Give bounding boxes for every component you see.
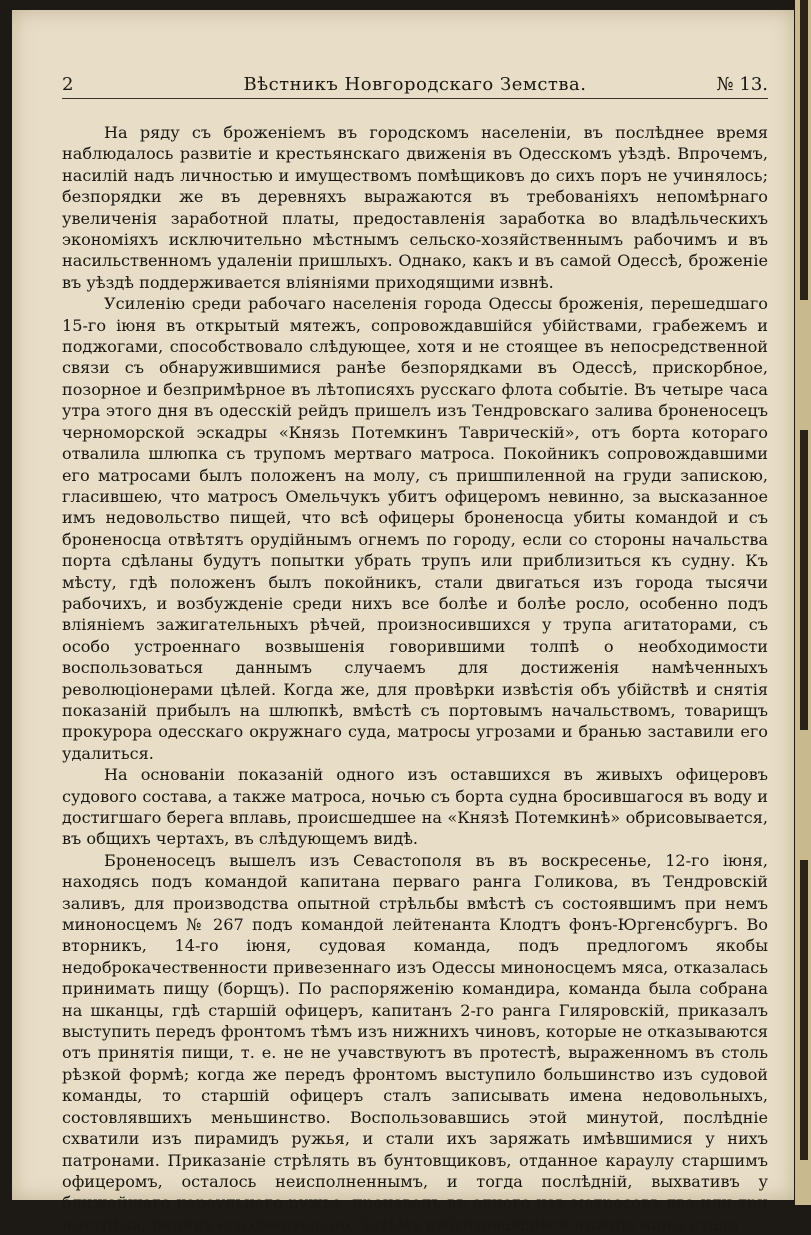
- binding-stripe: [800, 430, 808, 730]
- paragraph: На ряду съ броженіемъ въ городскомъ населеніи, въ послѣднее время наблюдалось развитіе и крестьянскаго движенія въ Одесскомъ уѣздѣ. Впрочемъ, насилій надъ личностью и имуществомъ помѣщиковъ до сихъ поръ не учинялось; безпорядки же въ деревняхъ выражаются въ требованіяхъ непомѣрнаго увеличенія заработной платы, предоставленія заработка во владѣльческихъ экономіяхъ исключительно мѣстнымъ сельско-хозяйственнымъ рабочимъ и въ насильственномъ удаленіи пришлыхъ. Однако, какъ и въ самой Одессѣ, броженіе въ уѣздѣ поддерживается вліяніями приходящими извнѣ.: [62, 123, 768, 292]
- running-header: [62, 68, 768, 99]
- paragraph: Усиленію среди рабочаго населенія города Одессы броженія, перешедшаго 15-го іюня въ открытый мятежъ, сопровождавшійся убійствами, грабежемъ и поджогами, способствовало слѣдующее, хотя и не стоящее въ непосредственной связи съ обнаружившимися ранѣе безпорядками въ Одессѣ, прискорбное, позорное и безпримѣрное въ лѣтописяхъ русскаго флота событіе. Въ четыре часа утра этого дня въ одесскій рейдъ пришелъ изъ Тендровскаго залива броненосецъ черноморской эскадры «Князь Потемкинъ Таврическій», отъ борта котораго отвалила шлюпка съ трупомъ мертваго матроса. Покойникъ сопровождавшими его матросами былъ положенъ на молу, съ пришпиленной на груди запискою, гласившею, что матросъ Омельчукъ убитъ офицеромъ невинно, за высказанное имъ недовольство пищей, что всѣ офицеры броненосца убиты командой и съ броненосца отвѣтятъ орудійнымъ огнемъ по городу, если со стороны начальства порта сдѣланы будутъ попытки убрать трупъ или приблизиться къ судну. Къ мѣсту, гдѣ положенъ былъ покойникъ, стали двигаться изъ города тысячи рабочихъ, и возбужденіе среди нихъ все болѣе и болѣе росло, особенно подъ вліяніемъ зажигательныхъ рѣчей, произносившихся у трупа агитаторами, съ особо устроеннаго возвышенія говорившими толпѣ о необходимости воспользоваться даннымъ случаемъ для достиженія намѣченныхъ революціонерами цѣлей. Когда же, для провѣрки извѣстія объ убійствѣ и снятія показаній прибылъ на шлюпкѣ, вмѣстѣ съ портовымъ начальствомъ, товарищъ прокурора одесскаго окружнаго суда, матросы угрозами и бранью заставили его удалиться.: [62, 294, 768, 763]
- document-page: [12, 10, 794, 1234]
- paragraph: На основаніи показаній одного изъ оставшихся въ живыхъ офицеровъ судового состава, а также матроса, ночью съ борта судна бросившагося въ воду и достигшаго берега вплавь, происшедшее на «Князѣ Потемкинѣ» обрисовывается, въ общихъ чертахъ, въ слѣдующемъ видѣ.: [62, 765, 768, 849]
- issue-number: № 13.: [716, 74, 768, 95]
- article-body: [62, 122, 768, 1235]
- paragraph: Броненосецъ вышелъ изъ Севастополя въ въ воскресенье, 12-го іюня, находясь подъ командой капитана перваго ранга Голикова, въ Тендровскій заливъ, для производства опытной стрѣльбы вмѣстѣ съ состоявшимъ при немъ миноносцемъ № 267 подъ командой лейтенанта Клодтъ фонъ-Юргенсбургъ. Во вторникъ, 14-го іюня, судовая команда, подъ предлогомъ якобы недоброкачественности привезеннаго изъ Одессы миноносцемъ мяса, отказалась принимать пищу (борщъ). По распоряженію командира, команда была собрана на шканцы, гдѣ старшій офицеръ, капитанъ 2-го ранга Гиляровскій, приказалъ выступить передъ фронтомъ тѣмъ изъ нижнихъ чиновъ, которые не отказываются отъ принятія пищи, т. е. не не учавствуютъ въ протестѣ, выраженномъ въ столь рѣзкой формѣ; когда же передъ фронтомъ выступило большинство изъ судовой команды, то старшій офицеръ сталъ записывать имена недовольныхъ, состовлявшихъ меньшинство. Воспользовавшись этой минутой, послѣдніе схватили изъ пирамидъ ружья, и стали ихъ заряжать имѣвшимися у нихъ патронами. Приказаніе стрѣлять въ бунтовщиковъ, отданное караулу старшимъ офицеромъ, осталось неисполненнымъ, и тогда послѣдній, выхвативъ у ближайшаго караульнаго ружье, произвелъ въ одного изъ матросовъ два или три выстрѣла, ранивъ его смертельно. Затѣмъ взбунтовавшіеся нижніе чины стали: [62, 850, 768, 1234]
- page-number: 2: [62, 74, 74, 95]
- binding-stripe: [800, 0, 808, 300]
- journal-title: Вѣстникъ Новгородскаго Земства.: [243, 74, 587, 95]
- adjacent-page-edge: [795, 0, 811, 1205]
- binding-stripe: [800, 860, 808, 1160]
